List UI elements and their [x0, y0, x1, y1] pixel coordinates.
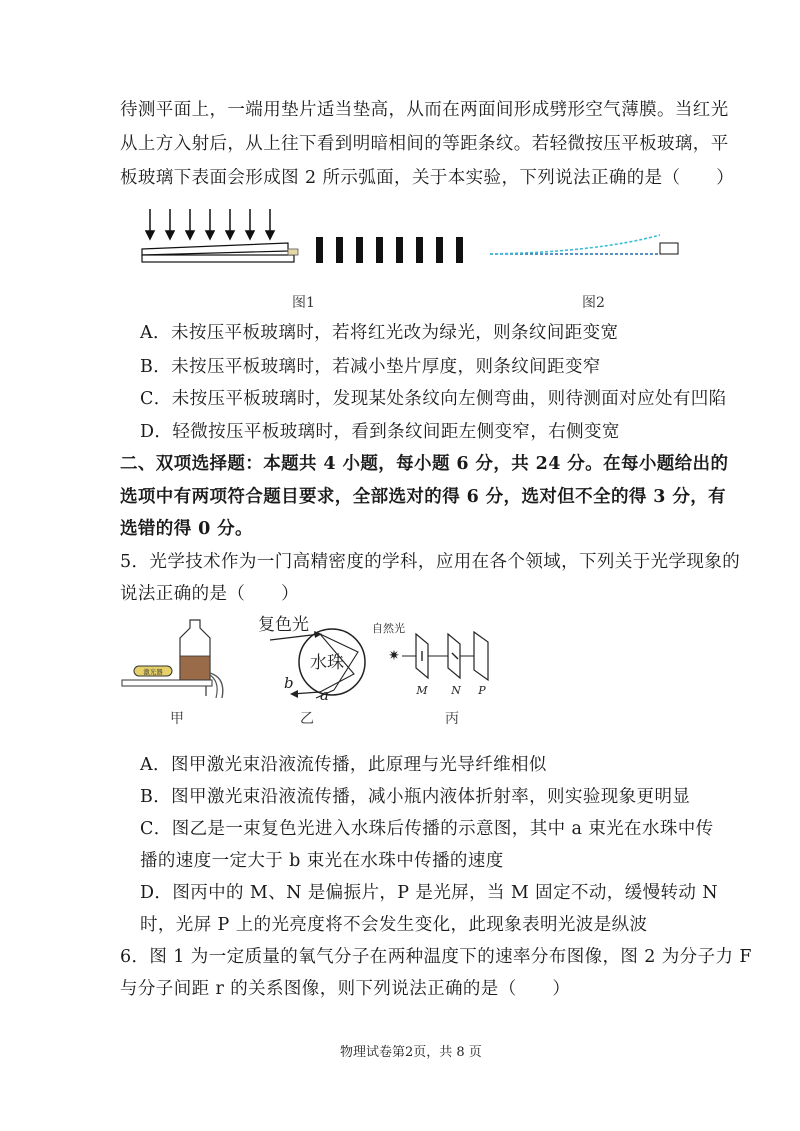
bing-label-p: P — [478, 684, 486, 697]
laser-device-label: 激光器 — [143, 668, 163, 676]
flat-glass-plate — [142, 243, 288, 255]
figure-bing-diagram — [370, 616, 500, 702]
yi-label-b: b — [284, 674, 294, 692]
q4-option-a: A．未按压平板玻璃时，若将红光改为绿光，则条纹间距变宽 — [140, 323, 619, 343]
q4-option-d: D．轻微按压平板玻璃时，看到条纹间距左侧变窄，右侧变宽 — [140, 422, 620, 442]
q4-option-b: B．未按压平板玻璃时，若减小垫片厚度，则条纹间距变窄 — [140, 357, 601, 377]
section-2-line-1: 二、双项选择题：本题共 4 小题，每小题 6 分，共 24 分。在每小题给出的 — [120, 454, 729, 474]
screen-p — [474, 632, 488, 680]
bing-label-m: M — [416, 684, 428, 697]
q5-option-c-line-1: C．图乙是一束复色光进入水珠后传播的示意图，其中 a 束光在水珠中传 — [140, 819, 714, 839]
q6-stem-line-2: 与分子间距 r 的关系图像，则下列说法正确的是（ ） — [120, 979, 571, 999]
figure-yi-diagram — [250, 612, 380, 702]
q5-stem-line-1: 5．光学技术作为一门高精密度的学科，应用在各个领域，下列关于光学现象的 — [120, 552, 741, 572]
light-source-icon: ✷ — [388, 648, 400, 664]
yi-label-light: 复色光 — [258, 615, 309, 635]
curved-glass-surface — [490, 235, 660, 254]
bing-label-light: 自然光 — [372, 622, 405, 635]
yi-label-drop: 水珠 — [310, 653, 344, 673]
q5-stem-line-2: 说法正确的是（ ） — [120, 584, 299, 604]
spacer-block — [660, 243, 678, 254]
figure-2-caption: 图2 — [582, 295, 605, 311]
q5-option-b: B．图甲激光束沿液流传播，减小瓶内液体折射率，则实验现象更明显 — [140, 787, 691, 807]
page-footer: 物理试卷第2页，共 8 页 — [340, 1045, 482, 1060]
table-top — [122, 680, 212, 686]
q5-option-a: A．图甲激光束沿液流传播，此原理与光导纤维相似 — [140, 755, 547, 775]
figure-2-diagram — [488, 225, 688, 265]
interference-fringes — [316, 237, 463, 263]
q5-option-d-line-1: D．图丙中的 M、N 是偏振片，P 是光屏，当 M 固定不动，缓慢转动 N — [140, 883, 718, 903]
figure-1-diagram — [138, 205, 478, 275]
figure-yi-caption: 乙 — [300, 711, 314, 727]
yi-label-a: a — [320, 686, 329, 702]
section-2-line-3: 选错的得 0 分。 — [120, 519, 253, 539]
figure-jia-caption: 甲 — [170, 711, 184, 727]
intro-line-3: 板玻璃下表面会形成图 2 所示弧面，关于本实验，下列说法正确的是（ ） — [120, 168, 735, 188]
q5-option-c-line-2: 播的速度一定大于 b 束光在水珠中传播的速度 — [140, 851, 504, 871]
q6-stem-line-1: 6．图 1 为一定质量的氧气分子在两种温度下的速率分布图像，图 2 为分子力 F — [120, 947, 752, 967]
polarizer-n — [448, 634, 460, 678]
q5-option-d-line-2: 时，光屏 P 上的光亮度将不会发生变化，此现象表明光波是纵波 — [140, 915, 648, 935]
figure-bing-caption: 丙 — [445, 711, 459, 727]
figure-1-caption: 图1 — [292, 295, 315, 311]
intro-line-2: 从上方入射后，从上往下看到明暗相间的等距条纹。若轻微按压平板玻璃，平 — [120, 134, 729, 154]
incident-arrows — [146, 209, 274, 239]
test-surface-plate — [142, 255, 294, 262]
figure-jia-diagram — [118, 618, 228, 698]
bing-label-n: N — [451, 684, 461, 697]
q4-option-c: C．未按压平板玻璃时，发现某处条纹向左侧弯曲，则待测面对应处有凹陷 — [140, 389, 727, 409]
bottle-liquid — [180, 656, 210, 680]
section-2-line-2: 选项中有两项符合题目要求，全部选对的得 6 分，选对但不全的得 3 分，有 — [120, 487, 727, 507]
spacer-shim — [288, 249, 298, 255]
intro-line-1: 待测平面上，一端用垫片适当垫高，从而在两面间形成劈形空气薄膜。当红光 — [120, 100, 729, 120]
